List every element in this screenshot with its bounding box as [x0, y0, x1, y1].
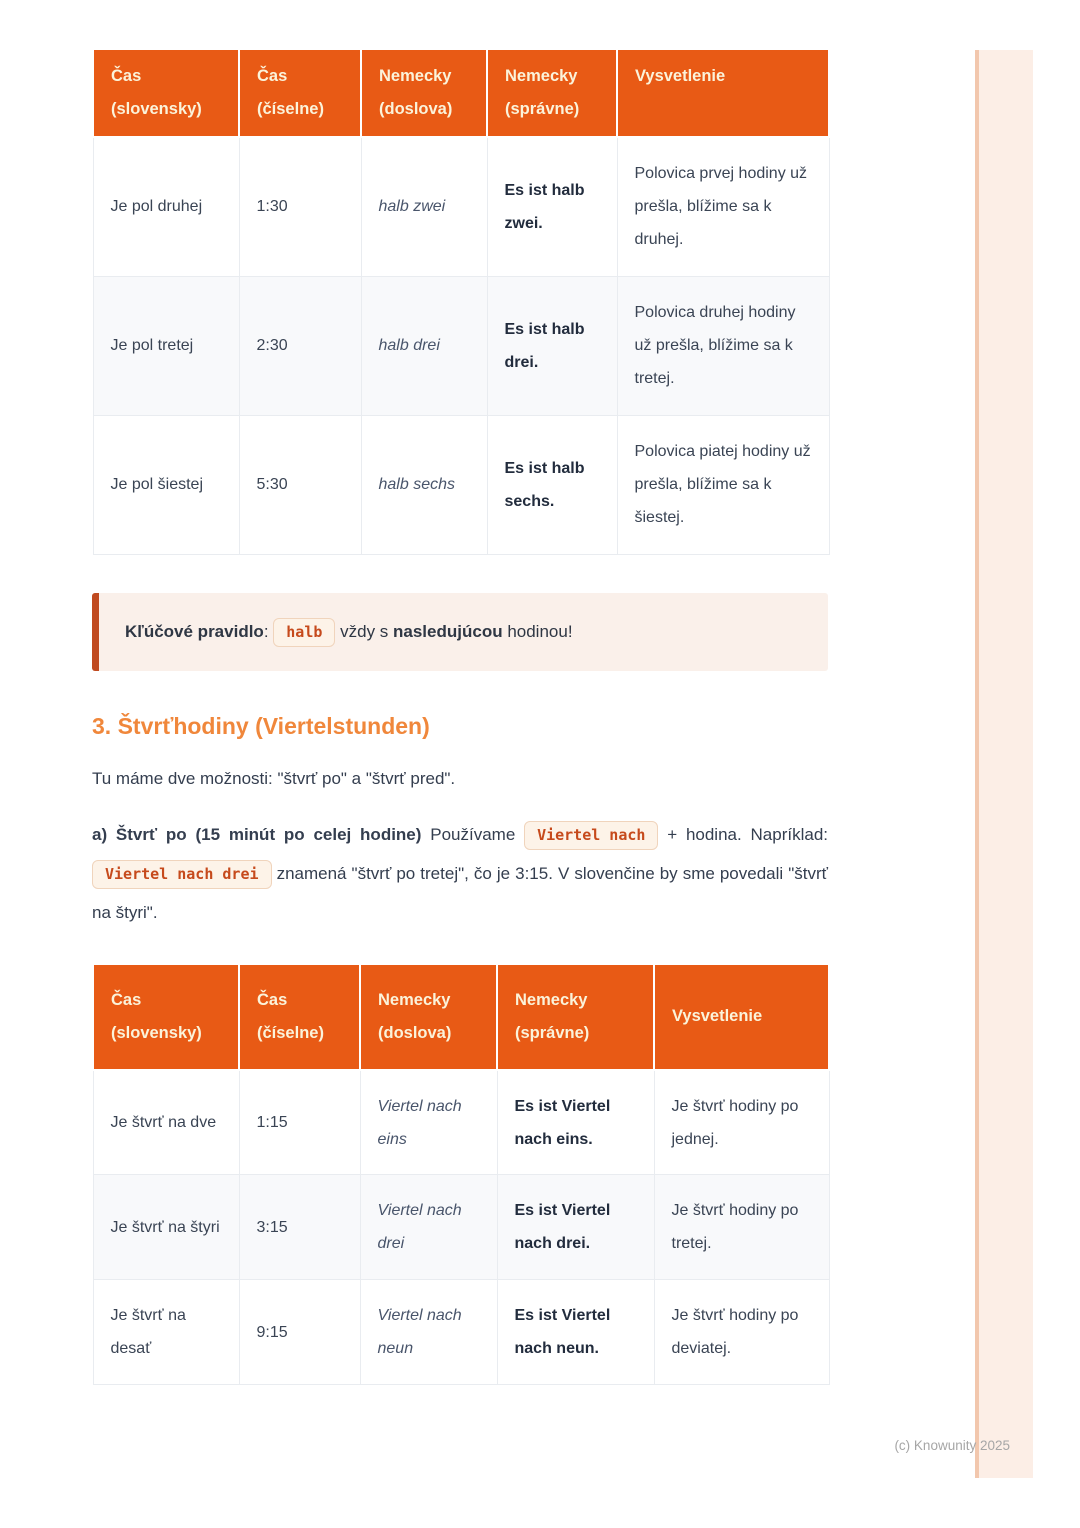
col-header-vysvetlenie: Vysvetlenie: [654, 964, 829, 1070]
col-header-nemecky-spravne: Nemecky (správne): [487, 49, 617, 137]
callout-bold-word: nasledujúcou: [393, 621, 503, 641]
half-hours-table: [92, 48, 830, 555]
cell-time-numeric: 5:30: [239, 415, 361, 554]
col-header-nemecky-spravne: Nemecky (správne): [497, 964, 654, 1070]
callout-text-end: hodinou!: [502, 621, 573, 641]
quarter-hours-table: [92, 963, 830, 1386]
section-intro-paragraph: Tu máme dve možnosti: "štvrť po" a "štvrť pred".: [92, 768, 456, 788]
table-row: [93, 1070, 829, 1175]
cell-german-correct: Es ist Viertel nach eins.: [497, 1070, 654, 1175]
cell-german-literal: Viertel nach drei: [360, 1175, 497, 1280]
code-chip-viertel-nach-drei: Viertel nach drei: [92, 860, 272, 889]
cell-german-literal: halb drei: [361, 276, 487, 415]
cell-time-slovak: Je štvrť na štyri: [93, 1175, 239, 1280]
table-row: [93, 1280, 829, 1385]
cell-time-numeric: 1:30: [239, 137, 361, 276]
paragraph-text: znamená "štvrť po tretej", čo je 3:15. V slovenčine by sme povedali "štvrť na štyri".: [92, 863, 828, 923]
col-header-nemecky-doslova: Nemecky (doslova): [361, 49, 487, 137]
cell-explanation: Je štvrť hodiny po jednej.: [654, 1070, 829, 1175]
cell-german-correct: Es ist halb drei.: [487, 276, 617, 415]
callout-colon: :: [263, 621, 274, 641]
col-header-nemecky-doslova: Nemecky (doslova): [360, 964, 497, 1070]
col-header-cas-ciselne: Čas (číselne): [239, 49, 361, 137]
code-chip-halb: halb: [273, 618, 335, 647]
table-row: [93, 415, 829, 554]
table-header-row: [93, 49, 829, 137]
col-header-cas-slovensky: Čas (slovensky): [93, 964, 239, 1070]
table-row: [93, 276, 829, 415]
cell-time-numeric: 3:15: [239, 1175, 360, 1280]
page-side-strip: [975, 50, 1033, 1478]
cell-time-slovak: Je pol druhej: [93, 137, 239, 276]
callout-label: Kľúčové pravidlo: [125, 621, 264, 641]
cell-german-literal: halb sechs: [361, 415, 487, 554]
paragraph-text: + hodina. Napríklad:: [658, 824, 828, 844]
cell-time-numeric: 9:15: [239, 1280, 360, 1385]
cell-time-numeric: 1:15: [239, 1070, 360, 1175]
cell-time-slovak: Je štvrť na dve: [93, 1070, 239, 1175]
cell-explanation: Polovica piatej hodiny už prešla, blížime sa k šiestej.: [617, 415, 829, 554]
cell-german-literal: halb zwei: [361, 137, 487, 276]
col-header-cas-slovensky: Čas (slovensky): [93, 49, 239, 137]
cell-german-literal: Viertel nach neun: [360, 1280, 497, 1385]
col-header-vysvetlenie: Vysvetlenie: [617, 49, 829, 137]
cell-explanation: Je štvrť hodiny po tretej.: [654, 1175, 829, 1280]
cell-time-slovak: Je pol tretej: [93, 276, 239, 415]
key-rule-callout: [92, 593, 828, 671]
cell-time-numeric: 2:30: [239, 276, 361, 415]
copyright-footer: (c) Knowunity 2025: [894, 1438, 1010, 1453]
cell-german-correct: Es ist Viertel nach drei.: [497, 1175, 654, 1280]
cell-explanation: Je štvrť hodiny po deviatej.: [654, 1280, 829, 1385]
quarter-past-paragraph: [92, 815, 828, 933]
cell-time-slovak: Je pol šiestej: [93, 415, 239, 554]
table-row: [93, 1175, 829, 1280]
cell-time-slovak: Je štvrť na desať: [93, 1280, 239, 1385]
paragraph-text: Používame: [421, 824, 525, 844]
col-header-cas-ciselne: Čas (číselne): [239, 964, 360, 1070]
table-row: [93, 137, 829, 276]
cell-explanation: Polovica prvej hodiny už prešla, blížime sa k druhej.: [617, 137, 829, 276]
cell-german-correct: Es ist halb zwei.: [487, 137, 617, 276]
code-chip-viertel-nach: Viertel nach: [524, 821, 658, 850]
table-header-row: [93, 964, 829, 1070]
cell-german-correct: Es ist Viertel nach neun.: [497, 1280, 654, 1385]
section-heading-quarter-hours: 3. Štvrťhodiny (Viertelstunden): [92, 712, 430, 739]
cell-german-literal: Viertel nach eins: [360, 1070, 497, 1175]
document-content: [92, 48, 828, 1385]
callout-text: vždy s: [335, 621, 394, 641]
cell-explanation: Polovica druhej hodiny už prešla, blížime sa k tretej.: [617, 276, 829, 415]
cell-german-correct: Es ist halb sechs.: [487, 415, 617, 554]
paragraph-lead-bold: a) Štvrť po (15 minút po celej hodine): [92, 824, 422, 844]
